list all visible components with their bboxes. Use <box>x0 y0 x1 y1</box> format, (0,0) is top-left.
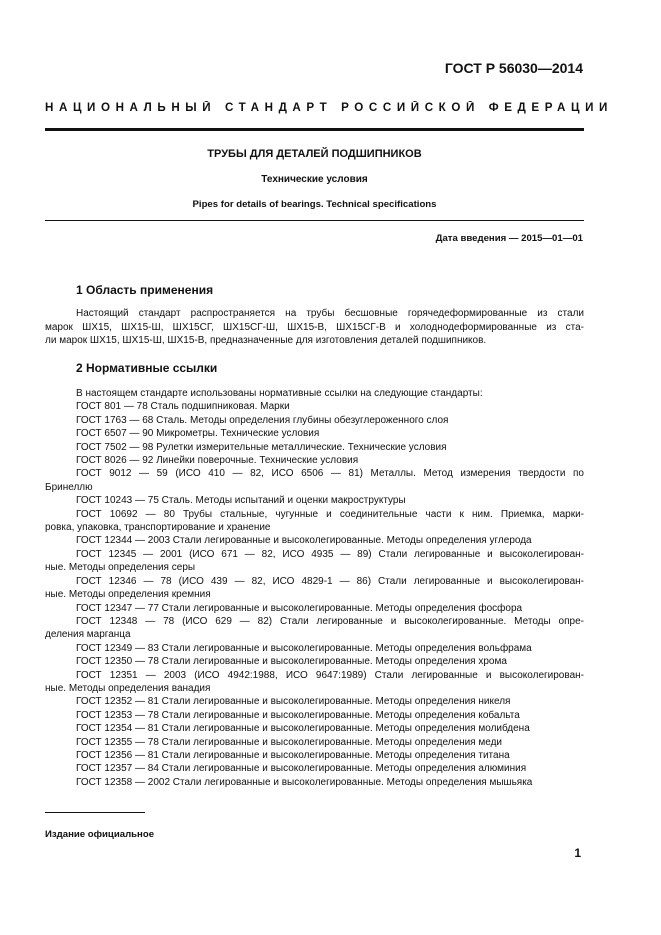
reference-line: ГОСТ 12347 — 77 Стали легированные и высоколегированные. Методы определения фосфора <box>76 602 523 614</box>
reference-line: ГОСТ 8026 — 92 Линейки поверочные. Технические условия <box>76 455 359 467</box>
paragraph-line: Настоящий стандарт распространяется на трубы бесшовные горячедеформированные из стали <box>76 308 584 319</box>
reference-line: ГОСТ 12349 — 83 Стали легированные и высоколегированные. Методы определения вольфрама <box>76 642 532 654</box>
reference-line: ГОСТ 12346 — 78 (ИСО 439 — 82, ИСО 4829-1 — 86) Стали легированные и высоколегирован- <box>76 575 584 587</box>
paragraph-line: марок ШХ15, ШХ15-Ш, ШХ15СГ, ШХ15СГ-Ш, ШХ15-В, ШХ15СГ-В и холоднодеформированные из ста- <box>45 321 584 333</box>
reference-line: ные. Методы определения серы <box>45 562 196 574</box>
edition-label: Издание официальное <box>45 829 155 840</box>
reference-line: ровка, упаковка, транспортирование и хранение <box>45 522 271 534</box>
normative-references-list <box>45 387 584 789</box>
reference-line: ные. Методы определения ванадия <box>45 682 211 694</box>
title-rule <box>45 220 584 221</box>
reference-line: ГОСТ 7502 — 98 Рулетки измерительные металлические. Технические условия <box>76 441 447 453</box>
document-code: ГОСТ Р 56030—2014 <box>444 60 583 76</box>
reference-line: ГОСТ 12358 — 2002 Стали легированные и высоколегированные. Методы определения мышьяка <box>76 776 533 788</box>
reference-line: ные. Методы определения кремния <box>45 589 211 601</box>
reference-line: ГОСТ 12351 — 2003 (ИСО 4942:1988, ИСО 9647:1989) Стали легированные и высоколегирован- <box>76 669 584 681</box>
reference-line: ГОСТ 12355 — 78 Стали легированные и высоколегированные. Методы определения меди <box>76 736 503 748</box>
reference-line: ГОСТ 12348 — 78 (ИСО 629 — 82) Стали легированные и высоколегированные. Методы опре- <box>76 615 584 627</box>
reference-line: ГОСТ 12345 — 2001 (ИСО 671 — 82, ИСО 4935 — 89) Стали легированные и высоколегирован- <box>76 548 584 560</box>
reference-line: ГОСТ 12354 — 81 Стали легированные и высоколегированные. Методы определения молибдена <box>76 723 530 735</box>
reference-line: ГОСТ 12357 — 84 Стали легированные и высоколегированные. Методы определения алюминия <box>76 763 527 775</box>
section-1-paragraph <box>45 307 584 348</box>
document-title: ТРУБЫ ДЛЯ ДЕТАЛЕЙ ПОДШИПНИКОВ <box>207 148 422 160</box>
header-rule <box>45 128 584 131</box>
reference-line: В настоящем стандарте использованы нормативные ссылки на следующие стандарты: <box>76 388 483 399</box>
reference-line: ГОСТ 12352 — 81 Стали легированные и высоколегированные. Методы определения никеля <box>76 696 511 708</box>
reference-line: ГОСТ 9012 — 59 (ИСО 410 — 82, ИСО 6506 — 81) Металлы. Метод измерения твердости по <box>76 468 584 480</box>
reference-line: ГОСТ 10692 — 80 Трубы стальные, чугунные и соединительные части к ним. Приемка, марки- <box>76 508 584 520</box>
section-2-heading: 2 Нормативные ссылки <box>76 361 218 375</box>
reference-line: ГОСТ 10243 — 75 Сталь. Методы испытаний и оценки макроструктуры <box>76 495 406 507</box>
reference-line: деления марганца <box>45 629 131 641</box>
introduction-date: Дата введения — 2015—01—01 <box>435 233 583 244</box>
reference-line: ГОСТ 12356 — 81 Стали легированные и высоколегированные. Методы определения титана <box>76 749 510 761</box>
reference-line: ГОСТ 12350 — 78 Стали легированные и высоколегированные. Методы определения хрома <box>76 656 507 668</box>
standard-title: НАЦИОНАЛЬНЫЙ СТАНДАРТ РОССИЙСКОЙ ФЕДЕРАЦИИ <box>45 101 613 114</box>
reference-line: ГОСТ 12353 — 78 Стали легированные и высоколегированные. Методы определения кобальта <box>76 709 520 721</box>
section-1-heading: 1 Область применения <box>76 283 214 297</box>
reference-line: Бринеллю <box>45 481 93 493</box>
document-subtitle: Технические условия <box>261 174 368 185</box>
reference-line: ГОСТ 6507 — 90 Микрометры. Технические условия <box>76 428 320 440</box>
reference-line: ГОСТ 12344 — 2003 Стали легированные и высоколегированные. Методы определения углерода <box>76 535 532 547</box>
paragraph-line: ли марок ШХ15, ШХ15-Ш, ШХ15-В, предназначенные для изготовления деталей подшипников. <box>45 335 487 347</box>
document-title-english: Pipes for details of bearings. Technical specifications <box>192 199 437 210</box>
footer-rule <box>45 812 145 813</box>
page-number: 1 <box>574 846 581 860</box>
reference-line: ГОСТ 801 — 78 Сталь подшипниковая. Марки <box>76 401 290 413</box>
reference-line: ГОСТ 1763 — 68 Сталь. Методы определения глубины обезуглероженного слоя <box>76 414 449 426</box>
